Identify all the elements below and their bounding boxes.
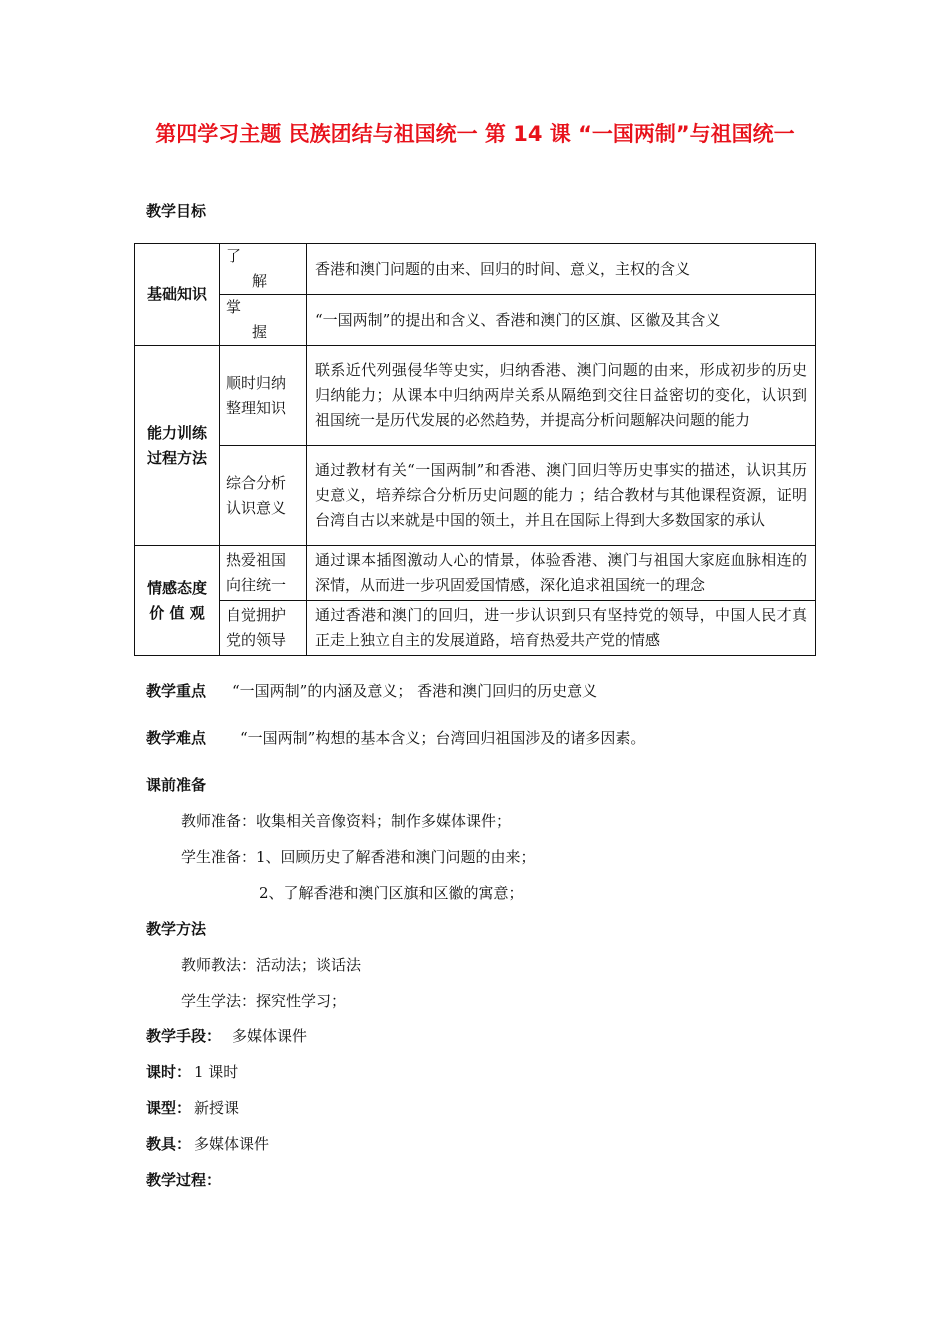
- table-row: [135, 546, 816, 601]
- difficulty-label: 教学难点: [146, 729, 207, 747]
- difficulty-text: “一国两制”构想的基本含义；台湾回归祖国涉及的诸多因素。: [240, 729, 646, 747]
- method-teacher: 教师教法：活动法；谈话法: [181, 956, 362, 974]
- means-text: 多媒体课件: [232, 1027, 308, 1045]
- tools-text: 多媒体课件: [194, 1135, 270, 1153]
- category-basic-knowledge: 基础知识: [135, 244, 220, 346]
- table-row: [135, 601, 816, 656]
- sublabel-induce: 顺时归纳整理知识: [220, 346, 307, 446]
- document-title: 第四学习主题 民族团结与祖国统一 第 14 课 “一国两制”与祖国统一: [155, 122, 795, 146]
- prep-student-2: 2、了解香港和澳门区旗和区徽的寓意；: [259, 884, 524, 902]
- focus-label: 教学重点: [146, 682, 207, 700]
- type-text: 新授课: [194, 1099, 240, 1117]
- table-row: [135, 295, 816, 346]
- table-row: [135, 446, 816, 546]
- hours-text: 1 课时: [194, 1063, 239, 1081]
- prep-teacher: 教师准备：收集相关音像资料；制作多媒体课件；: [181, 812, 512, 830]
- focus-text: “一国两制”的内涵及意义； 香港和澳门回归的历史意义: [232, 682, 598, 700]
- objectives-heading: 教学目标: [146, 202, 207, 220]
- prep-heading: 课前准备: [146, 776, 207, 794]
- cell-understand-text: 香港和澳门问题的由来、回归的时间、意义，主权的含义: [307, 244, 816, 295]
- table-row: [135, 346, 816, 446]
- sublabel-master: 掌 握: [220, 295, 307, 346]
- cell-induce-text: 联系近代列强侵华等史实，归纳香港、澳门问题的由来，形成初步的历史归纳能力；从课本中归纳两岸关系从隔绝到交往日益密切的变化，认识到祖国统一是历代发展的必然趋势，并提高分析问题解决问题的能力: [307, 346, 816, 446]
- type-label: 课型：: [146, 1099, 192, 1117]
- table-row: [135, 244, 816, 295]
- category-ability: 能力训练过程方法: [135, 346, 220, 546]
- cell-master-text: “一国两制”的提出和含义、香港和澳门的区旗、区徽及其含义: [307, 295, 816, 346]
- sublabel-party: 自觉拥护党的领导: [220, 601, 307, 656]
- cell-analyze-text: 通过教材有关“一国两制”和香港、澳门回归等历史事实的描述，认识其历史意义，培养综合分析历史问题的能力 ；结合教材与其他课程资源，证明台湾自古以来就是中国的领土，并且在国际上得到大多数国家的承认: [307, 446, 816, 546]
- hours-label: 课时：: [146, 1063, 192, 1081]
- objectives-table: [134, 243, 816, 656]
- method-student: 学生学法：探究性学习；: [181, 992, 347, 1010]
- means-label: 教学手段：: [146, 1027, 222, 1045]
- category-emotion: 情感态度价 值 观: [135, 546, 220, 656]
- prep-student-1: 学生准备：1、回顾历史了解香港和澳门问题的由来；: [181, 848, 536, 866]
- sublabel-analyze: 综合分析认识意义: [220, 446, 307, 546]
- cell-party-text: 通过香港和澳门的回归，进一步认识到只有坚持党的领导，中国人民才真正走上独立自主的发展道路，培育热爱共产党的情感: [307, 601, 816, 656]
- process-label: 教学过程：: [146, 1171, 222, 1189]
- cell-love-text: 通过课本插图激动人心的情景，体验香港、澳门与祖国大家庭血脉相连的深情，从而进一步巩固爱国情感，深化追求祖国统一的理念: [307, 546, 816, 601]
- tools-label: 教具：: [146, 1135, 192, 1153]
- sublabel-understand: 了 解: [220, 244, 307, 295]
- method-heading: 教学方法: [146, 920, 207, 938]
- sublabel-love: 热爱祖国向往统一: [220, 546, 307, 601]
